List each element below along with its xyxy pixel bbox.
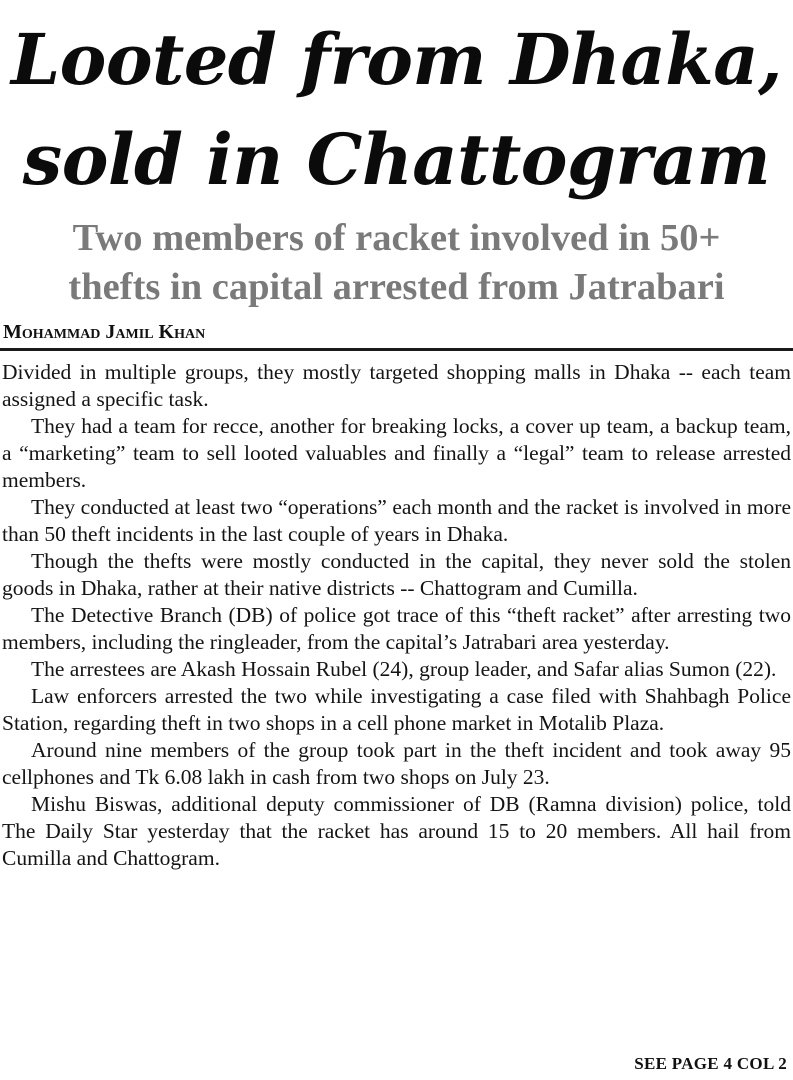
subheadline-line-2: thefts in capital arrested from Jatrabari [68,266,725,308]
headline-line-1: Looted from Dhaka, [10,18,783,101]
article-paragraph: The arrestees are Akash Hossain Rubel (24), group leader, and Safar alias Sumon (22). [31,657,777,681]
continuation-jump-line: SEE PAGE 4 COL 2 [634,1054,787,1073]
article-paragraph: Around nine members of the group took part in the theft incident and took away 95 cellphones and Tk 6.08 lakh in cash from two shops on July 23. [2,738,791,789]
article-paragraph: The Detective Branch (DB) of police got trace of this “theft racket” after arresting two members, including the ringleader, from the capital’s Jatrabari area yesterday. [2,603,791,654]
article-paragraph: Divided in multiple groups, they mostly targeted shopping malls in Dhaka -- each team assigned a specific task. [2,360,791,411]
subheadline [0,214,793,312]
headline [0,0,793,210]
article-paragraph: They had a team for recce, another for breaking locks, a cover up team, a backup team, a “marketing” team to sell looted valuables and finally a “legal” team to release arrested members. [2,414,791,492]
article-paragraph: Though the thefts were mostly conducted in the capital, they never sold the stolen goods in Dhaka, rather at their native districts -- Chattogram and Cumilla. [2,549,791,600]
article-body [0,359,793,872]
headline-line-2: sold in Chattogram [22,118,771,201]
byline-divider [0,348,793,351]
article-paragraph: Mishu Biswas, additional deputy commissioner of DB (Ramna division) police, told The Daily Star yesterday that the racket has around 15 to 20 members. All hail from Cumilla and Chattogram. [2,792,791,870]
article-paragraph: Law enforcers arrested the two while investigating a case filed with Shahbagh Police Station, regarding theft in two shops in a cell phone market in Motalib Plaza. [2,684,791,735]
article-paragraph: They conducted at least two “operations” each month and the racket is involved in more than 50 theft incidents in the last couple of years in Dhaka. [2,495,791,546]
byline: Mohammad Jamil Khan [3,321,206,343]
subheadline-line-1: Two members of racket involved in 50+ [72,217,721,259]
